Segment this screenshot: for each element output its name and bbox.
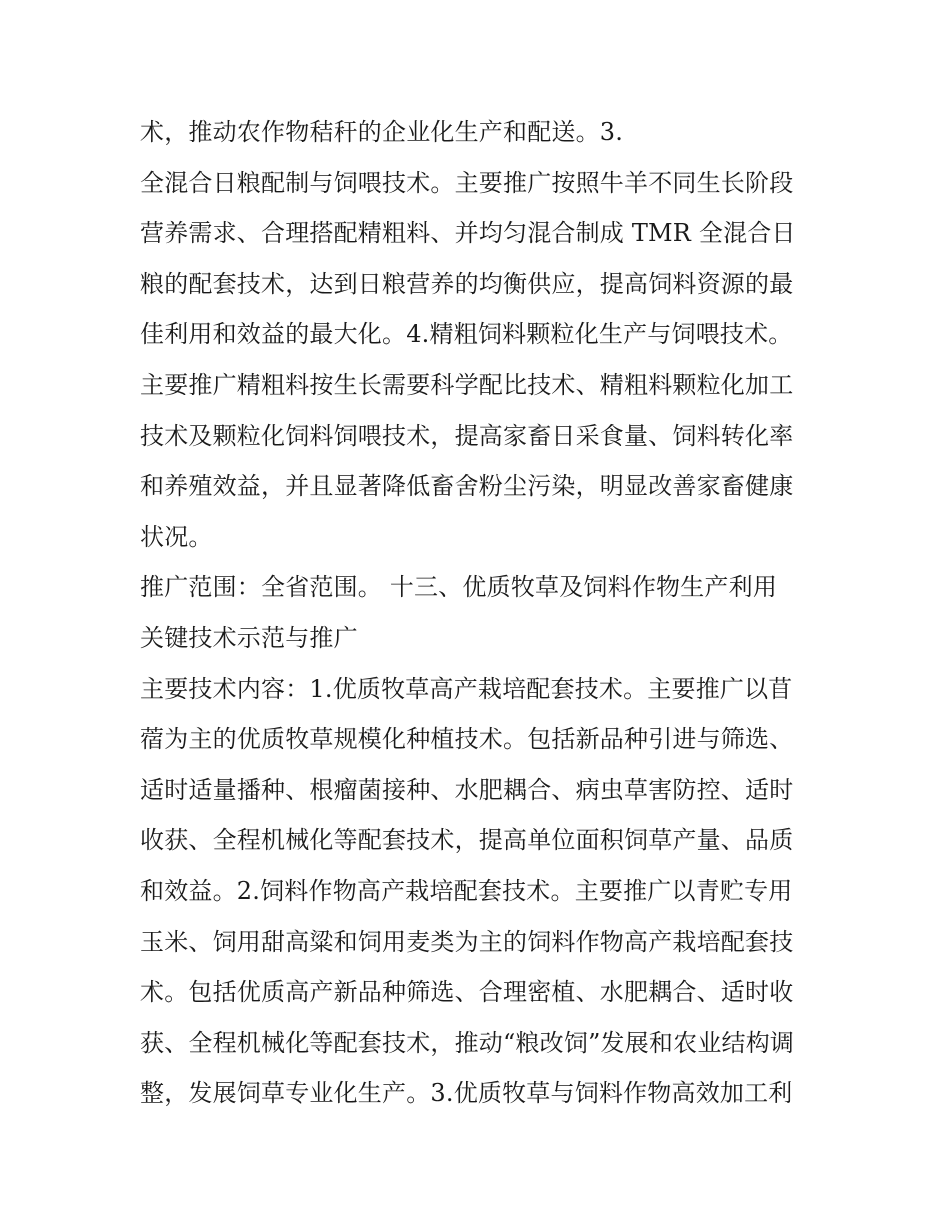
text-line: 整，发展饲草专业化生产。3.优质牧草与饲料作物高效加工利 <box>140 1079 793 1108</box>
text-line: 营养需求、合理搭配精粗料、并均匀混合制成 TMR 全混合日 <box>140 219 796 248</box>
text-line: 获、全程机械化等配套技术，推动“粮改饲”发展和农业结构调 <box>140 1028 795 1057</box>
body-text <box>140 107 820 1119</box>
text-line: 全混合日粮配制与饲喂技术。主要推广按照牛羊不同生长阶段 <box>140 168 794 197</box>
text-line: 适时适量播种、根瘤菌接种、水肥耦合、病虫草害防控、适时 <box>140 775 794 804</box>
text-line: 术。包括优质高产新品种筛选、合理密植、水肥耦合、适时收 <box>140 978 794 1007</box>
text-line: 蓿为主的优质牧草规模化种植技术。包括新品种引进与筛选、 <box>140 725 794 754</box>
text-line: 推广范围：全省范围。 十三、优质牧草及饲料作物生产利用 <box>140 573 778 602</box>
text-line: 佳利用和效益的最大化。4.精粗饲料颗粒化生产与饲喂技术。 <box>140 320 793 349</box>
text-line: 主要技术内容：1.优质牧草高产栽培配套技术。主要推广以苜 <box>140 674 793 703</box>
text-line: 收获、全程机械化等配套技术，提高单位面积饲草产量、品质 <box>140 826 794 855</box>
text-line: 和效益。2.饲料作物高产栽培配套技术。主要推广以青贮专用 <box>140 876 793 905</box>
text-line: 技术及颗粒化饲料饲喂技术，提高家畜日采食量、饲料转化率 <box>140 421 794 450</box>
text-line: 玉米、饲用甜高粱和饲用麦类为主的饲料作物高产栽培配套技 <box>140 927 794 956</box>
text-line: 关键技术示范与推广 <box>140 623 358 652</box>
text-line: 粮的配套技术，达到日粮营养的均衡供应，提高饲料资源的最 <box>140 269 794 298</box>
text-line: 状况。 <box>140 522 213 551</box>
text-line: 主要推广精粗料按生长需要科学配比技术、精粗料颗粒化加工 <box>140 370 794 399</box>
text-line: 和养殖效益，并且显著降低畜舍粉尘污染，明显改善家畜健康 <box>140 472 794 501</box>
text-line: 术，推动农作物秸秆的企业化生产和配送。3. <box>140 118 624 146</box>
